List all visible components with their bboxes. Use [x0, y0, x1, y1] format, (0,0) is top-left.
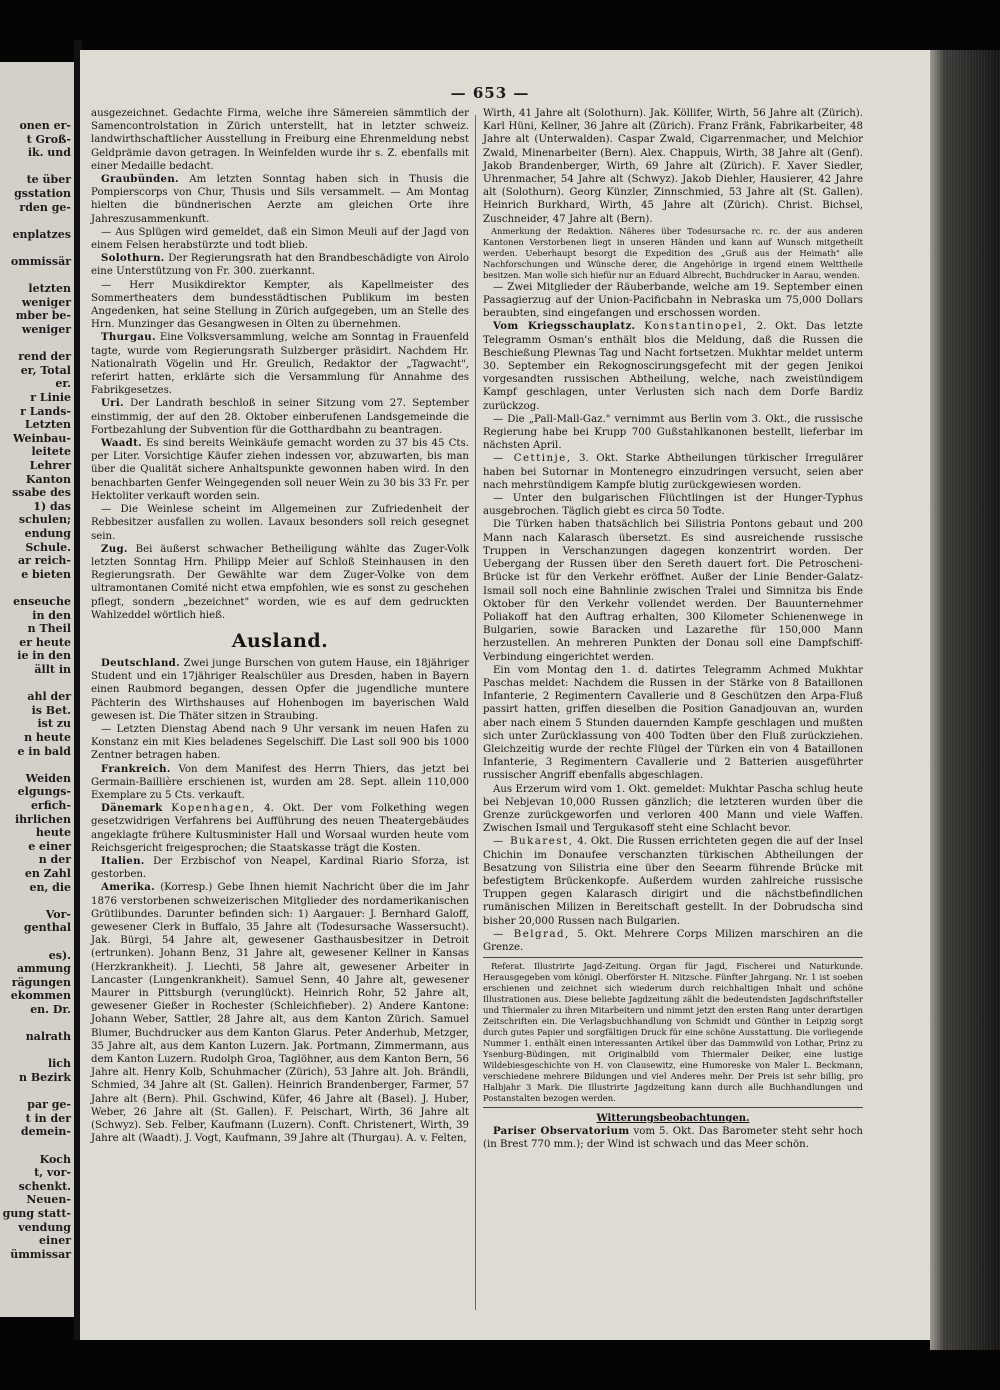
- previous-page-fragment: n Bezirk: [19, 1071, 71, 1084]
- separator-rule: [483, 1107, 863, 1108]
- dateline: Konstantinopel,: [644, 321, 748, 333]
- article-text: — Zwei Mitglieder der Räuberbande, welche am 19. September einen Passagierzug auf der Union-Pacificbahn in Nebraska um 75,000 Dollars beraubten, sind eingefangen und erschossen worden.: [483, 281, 863, 320]
- notice-text: Anmerkung der Redaktion. Näheres über Todesursache rc. rc. der aus anderen Kantonen Verstorbenen liegt in unseren Händen und kann auf Wunsch mitgetheilt werden. Ueberhaupt besorgt die Expedition des „Gruß aus der Heimath" alle Nachforschungen und Wünsche derer, die Angehörige in irgend einem Welttheile besitzen. Man wolle sich hiefür nur an Eduard Albrecht, Buchdrucker in Aarau, wenden.: [483, 225, 863, 280]
- column-divider: [475, 115, 476, 1310]
- article-text: 3. Okt. Starke Abtheilungen türkischer Irregulärer haben bei Sutornar in Montenegro einzudringen versucht, seien aber nach mehrstündigem Kampfe blutig zurückgewiesen worden.: [483, 453, 863, 491]
- article-paragraph: [91, 723, 469, 763]
- article-text: 4. Okt. Der vom Folkething wegen gesetzwidrigen Verfahrens bei Aufführung des neuen Theatergebäudes angeklagte frühere Kultusminister Hall und Worsaal wurden heute vom Reichsgericht freigesprochen; die Staatskasse trägt die Kosten.: [91, 803, 469, 854]
- article-text: Von dem Manifest des Herrn Thiers, das jetzt bei Germain-Baillière erschienen ist, wurden am 28. Sept. allein 110,000 Exemplare zu 5 Cts. verkauft.: [91, 763, 469, 801]
- article-paragraph: [91, 331, 469, 397]
- previous-page-fragment: letzten: [28, 282, 71, 296]
- previous-page-fragment: r Lands-: [20, 404, 71, 418]
- previous-page-fragment: rend der: [18, 350, 71, 364]
- previous-page-fragment: weniger: [21, 323, 71, 336]
- previous-page-fragment: en, die: [29, 880, 71, 894]
- article-paragraph: [483, 1125, 863, 1151]
- article-text: Eine Volksversammlung, welche am Sonntag in Frauenfeld tagte, wurde vom Regierungsrath Sulzberger präsidirt. Nachdem Hr. Nationalrath Vögelin und Hr. Greulich, Redaktor der „Tagwacht", referirt hatten, erklärte sich die Versammlung für Annahme des Fabrikgesetzes.: [91, 332, 469, 397]
- book-spine-edge: [930, 50, 1000, 1350]
- separator-rule: [483, 957, 863, 958]
- previous-page-fragment: ammung: [16, 962, 71, 976]
- article-heading: Amerika.: [101, 881, 156, 894]
- article-heading: Waadt.: [101, 437, 142, 450]
- previous-page-fragment: rägungen: [11, 975, 71, 989]
- previous-page-fragment: t Groß-: [26, 132, 71, 146]
- previous-page-fragment: schenkt.: [18, 1179, 71, 1193]
- previous-page-fragment: n heute: [24, 731, 71, 744]
- previous-page-fragment: t, vor-: [34, 1166, 71, 1180]
- previous-page-fragment: rden ge-: [19, 200, 71, 214]
- previous-page-edge: [0, 62, 74, 1317]
- article-paragraph: [91, 252, 469, 278]
- right-column: [483, 107, 863, 1152]
- article-text: Bei äußerst schwacher Betheiligung wählte das Zuger-Volk letzten Sonntag Hrn. Philipp Meier auf Schloß Steinhausen in den Regierungsrath. Der Gewählte war dem Zuger-Volke von dem ultramontanen Comité nicht etwa empfohlen, wie es sonst zu geschehen pflegt, sondern „bezeichnet" worden, wie es auf dem gedruckten Wahlzeddel wörtlich hieß.: [91, 543, 469, 621]
- article-paragraph: [91, 543, 469, 622]
- article-paragraph: [91, 802, 469, 855]
- article-paragraph: [483, 928, 863, 954]
- article-text: ausgezeichnet. Gedachte Firma, welche ihre Sämereien sämmtlich der Samencontrolstation in Zürich unterstellt, hat in letzter schweiz. landwirthschaftlicher Ausstellung in Freiburg eine Ehrenmeldung nebst Geldprämie davon getragen. In Weinfelden wurde ihr s. Z. ebenfalls mit einer Medaille bedacht.: [91, 108, 469, 172]
- article-heading: Graubünden.: [101, 173, 179, 186]
- article-paragraph: [483, 320, 863, 412]
- previous-page-fragment: is Bet.: [31, 703, 71, 717]
- previous-page-fragment: Neuen-: [26, 1193, 71, 1207]
- previous-page-fragment: enplatzes: [12, 227, 71, 241]
- article-text: — Letzten Dienstag Abend nach 9 Uhr versank im neuen Hafen zu Konstanz ein mit Kies beladenes Segelschiff. Die Last soll 900 bis 1000 Zentner betragen haben.: [91, 723, 469, 762]
- previous-page-fragment: ist zu: [37, 717, 71, 731]
- previous-page-fragment: ar reich-: [18, 554, 71, 568]
- article-paragraph: [91, 437, 469, 503]
- previous-page-fragment: n der: [38, 853, 71, 867]
- previous-page-fragment: er, Total: [20, 363, 71, 377]
- dateline: — Belgrad,: [493, 928, 570, 940]
- article-heading: Dänemark: [101, 802, 163, 815]
- previous-page-fragment: ssabe des: [12, 486, 71, 500]
- article-paragraph: [91, 855, 469, 881]
- previous-page-fragment: r Linie: [30, 391, 71, 404]
- article-heading: Uri.: [101, 397, 124, 410]
- small-print-notice: [483, 226, 863, 281]
- previous-page-fragment: ie in den: [17, 649, 71, 663]
- previous-page-fragment: nalrath: [25, 1030, 71, 1044]
- article-text: Der Landrath beschloß in seiner Sitzung vom 27. September einstimmig, der auf den 28. Oktober einberufenen Landsgemeinde die Fortbezahlung der Subvention für die Gotthardbahn zu beantragen.: [91, 398, 469, 436]
- article-paragraph: [91, 503, 469, 543]
- article-text: — Unter den bulgarischen Flüchtlingen ist der Hunger-Typhus ausgebrochen. Täglich giebt es circa 50 Todte.: [483, 493, 863, 518]
- article-text: Zwei junge Burschen von gutem Hause, ein 18jähriger Student und ein 17jähriger Realschüler aus Dresden, haben in Bayern einen Raubmord begangen, dessen Opfer die jugendliche muntere Pächterin des Wirthshauses auf Hohenbogen im bayerischen Wald gewesen ist. Die Thäter sitzen in Straubing.: [91, 657, 469, 722]
- previous-page-fragment: Kanton: [25, 472, 71, 486]
- previous-page-fragment: onen er-: [19, 119, 71, 132]
- previous-page-fragment: einer: [39, 1234, 71, 1248]
- article-text: Ein vom Montag den 1. d. datirtes Telegramm Achmed Mukhtar Paschas meldet: Nachdem die Russen in der Stärke von 8 Bataillonen Infanterie, 2 Regimentern Cavallerie und 8 Geschützen den Arpa-Fluß passirt hatten, griffen dieselben die Position Ganadjouvan an, wurden aber nach einem 5 Stunden dauernden Kampfe geschlagen und mußten sich unter Zurücklassung von 400 Todten über den Fluß zurückziehen. Gleichzeitig wurde der rechte Flügel der Türken ein von 4 Bataillonen Infanterie, 3 Regimentern Cavallerie und 2 Batterien ausgeführter russischer Angriff ebenfalls abgeschlagen.: [483, 664, 863, 782]
- previous-page-fragment: ällt in: [34, 663, 71, 676]
- article-paragraph: [483, 783, 863, 836]
- article-heading: Italien.: [101, 854, 145, 867]
- section-title: Ausland.: [231, 629, 329, 652]
- article-paragraph: [483, 664, 863, 783]
- previous-page-fragment: schulen;: [18, 513, 71, 527]
- weather-heading: Witterungsbeobachtungen.: [596, 1113, 750, 1125]
- previous-page-fragment: ommissär: [10, 255, 71, 268]
- previous-page-fragment: Vor-: [45, 907, 71, 921]
- article-paragraph: [483, 518, 863, 663]
- previous-page-fragment: ik. und: [27, 146, 71, 160]
- article-heading: Pariser Observatorium: [493, 1125, 630, 1138]
- previous-page-fragment: er heute: [19, 635, 71, 649]
- article-text: — Die Weinlese scheint im Allgemeinen zur Zufriedenheit der Rebbesitzer ausfallen zu wollen. Lavaux besonders soll reich gesegnet sein.: [91, 504, 469, 542]
- previous-page-fragment: e in bald: [17, 744, 71, 758]
- article-text: Der Regierungsrath hat den Brandbeschädigte von Airolo eine Unterstützung von Fr. 300. zuerkannt.: [91, 253, 469, 278]
- article-paragraph: [91, 279, 469, 332]
- article-heading: Zug.: [101, 542, 128, 555]
- article-paragraph: [91, 107, 469, 173]
- previous-page-fragment: par ge-: [27, 1098, 71, 1112]
- article-text: — Aus Splügen wird gemeldet, daß ein Simon Meuli auf der Jagd von einem Felsen herabstürzte und todt blieb.: [91, 226, 469, 252]
- previous-page-fragment: n Theil: [27, 622, 71, 636]
- previous-page-fragment: genthal: [23, 921, 71, 935]
- article-text: Der Erzbischof von Neapel, Kardinal Riario Sforza, ist gestorben.: [91, 855, 469, 881]
- left-column: [91, 107, 469, 1145]
- previous-page-fragment: endung: [24, 527, 71, 540]
- previous-page-fragment: en. Dr.: [30, 1003, 71, 1016]
- article-heading: Solothurn.: [101, 252, 165, 265]
- article-text: Die Türken haben thatsächlich bei Silistria Pontons gebaut und 200 Mann nach Kalarasch übersetzt. Es sind ausreichende russische Truppen in Verschanzungen dagegen konzentrirt worden. Der Uebergang der Russen über den Sereth dauert fort. Die Petroscheni-Brücke ist für den Verkehr eröffnet. Außer der Linie Bender-Galatz-Ismail soll noch eine Bahnlinie zwischen Tralei und Simnitza bis Ende Oktober für den Verkehr vollendet werden. Der Bauunternehmer Poliakoff hat den Auftrag erhalten, 300 Kilometer Schienenwege in Bulgarien, sowie Baracken und Lazarethe für 150,000 Mann herzustellen. An mehreren Punkten der Donau soll eine Dampfschiff-Verbindung eingerichtet werden.: [483, 519, 863, 663]
- article-heading: Thurgau.: [101, 331, 156, 344]
- dateline: Kopenhagen,: [171, 803, 256, 815]
- previous-page-fragment: gung statt-: [2, 1207, 71, 1220]
- previous-page-fragment: in den: [32, 608, 71, 622]
- previous-page-fragment: e bieten: [21, 567, 71, 581]
- article-heading: Frankreich.: [101, 762, 171, 775]
- previous-page-fragment: es).: [48, 948, 71, 962]
- article-text: (Korresp.) Gebe Ihnen hiemit Nachricht über die im Jahr 1876 verstorbenen schweizerischen Mitglieder des nordamerikanischen Grütlibundes. Darunter befinden sich: 1) Aargauer: J. Bernhard Galoff, gewesener Clerk in Buffalo, 35 Jahre alt (Todesursache Wassersucht). Jak. Bürgi, 54 Jahre alt, gewesener Gasthausbesitzer in Detroit (ertrunken). Johann Benz, 31 Jahre alt, gewesener Kellner in Kansas (Herzkrankheit). J. Liechti, 58 Jahre alt, gewesener Arbeiter in Lancaster (Lungenkrankheit). Samuel Senn, 40 Jahre alt, gewesener Maurer in Pittsburgh (verunglückt). Heinrich Rohr, 52 Jahre alt, gewesener Gießer in Rochester (Schleichfieber). 2) Andere Kantone: Johann Weber, Sattler, 28 Jahre alt, aus dem Kanton Zürich. Samuel Blumer, Buchdrucker aus dem Kanton Glarus. Peter Anderhub, Metzger, 35 Jahre alt, aus dem Kanton Luzern. Jak. Portmann, Zimmermann, aus dem Kanton Luzern. Rudolph Groa, Taglöhner, aus dem Kanton Bern, 56 Jahre alt. Henry Kolb, Schuhmacher (Zürich), 53 Jahre alt. Joh. Brändli, Schmied, 34 Jahre alt (St. Gallen). Heinrich Brandenberger, Farmer, 57 Jahre alt (Bern). Phil. Gschwind, Küfer, 46 Jahre alt (Basel). J. Huber, Weber, 26 Jahre alt (St. Gallen). F. Peischart, Wirth, 36 Jahre alt (Schwyz). Seb. Felber, Kaufmann (Luzern). Conft. Christenert, Wirth, 39 Jahre alt (Waadt). J. Vogt, Kaufmann, 39 Jahre alt (Thurgau). A. v. Felten,: [91, 882, 469, 1145]
- dateline: — Bukarest,: [493, 836, 574, 848]
- previous-page-fragment: lich: [47, 1057, 71, 1071]
- previous-page-fragment: gsstation: [14, 187, 71, 200]
- article-text: Am letzten Sonntag haben sich in Thusis die Pompierscorps von Chur, Thusis und Sils versammelt. — Am Montag hielten die bündnerischen Aerzte am gleichen Orte ihre Jahreszusammenkunft.: [91, 174, 469, 225]
- article-paragraph: [91, 881, 469, 1145]
- dateline: — Cettinje,: [493, 453, 572, 465]
- previous-page-fragment: Schule.: [25, 540, 71, 554]
- previous-page-fragment: ekommen: [10, 989, 71, 1003]
- previous-page-fragment: en Zahl: [24, 867, 71, 880]
- page-number: — 653 —: [450, 84, 530, 102]
- previous-page-fragment: demein-: [20, 1125, 71, 1139]
- article-text: vom 5. Okt. Das Barometer steht sehr hoch (in Brest 770 mm.); der Wind ist schwach und das Meer schön.: [483, 1126, 863, 1151]
- article-paragraph: [91, 397, 469, 437]
- previous-page-fragment: heute: [35, 826, 71, 840]
- previous-page-fragment: erfich-: [30, 799, 71, 812]
- previous-page-fragment: leitete: [31, 445, 71, 459]
- previous-page-fragment: ihrlichen: [14, 812, 71, 826]
- article-text: 2. Okt. Das letzte Telegramm Osman's enthält blos die Meldung, daß die Russen die Beschießung Plewnas Tag und Nacht fortsetzen. Mukhtar meldet unterm 30. September ein Rekognoscirungsgefecht mit der gegen Jenikoi vorgesandten russischen Abtheilung, welche, nach zweistündigem Kampf geschlagen, unter Verlusten sich nach dem Dorfe Bardiz zurückzog.: [483, 321, 864, 412]
- previous-page-fragment: te über: [26, 173, 71, 187]
- article-heading: Vom Kriegsschauplatz.: [493, 320, 636, 333]
- previous-page-fragment: mber be-: [15, 309, 71, 323]
- small-print-notice: [483, 961, 863, 1104]
- previous-page-fragment: e einer: [28, 839, 71, 853]
- previous-page-fragment: vendung: [18, 1220, 71, 1234]
- previous-page-fragment: Letzten: [24, 418, 71, 432]
- article-paragraph: [483, 492, 863, 518]
- article-text: — Die „Pall-Mall-Gaz." vernimmt aus Berlin vom 3. Okt., die russische Regierung habe bei Krupp 700 Gußstahlkanonen bestellt, lieferbar im nächsten April.: [483, 413, 863, 452]
- article-paragraph: [483, 413, 863, 453]
- previous-page-fragment: Weinbau-: [12, 431, 71, 445]
- previous-page-fragment: er.: [55, 377, 71, 391]
- article-text: Aus Erzerum wird vom 1. Okt. gemeldet: Mukhtar Pascha schlug heute bei Nebjevan 10,000 Russen gänzlich; die letzteren wurden über die Grenze zurückgeworfen und verloren 400 Mann und viele Waffen. Zwischen Ismail und Tergukasoff steht eine Schlacht bevor.: [483, 783, 863, 835]
- article-paragraph: [91, 763, 469, 803]
- previous-page-fragment: Weiden: [25, 771, 71, 785]
- previous-page-fragment: ahl der: [27, 690, 71, 704]
- article-text: — Herr Musikdirektor Kempter, als Kapellmeister des Sommertheaters dem bundesstädtischen Publikum im besten Angedenken, hat seine Stellung in Zürich aufgegeben, um an Stelle des Hrn. Munzinger das Gesangwesen in Olten zu übernehmen.: [91, 279, 469, 331]
- article-text: Wirth, 41 Jahre alt (Solothurn). Jak. Köllifer, Wirth, 56 Jahre alt (Zürich). Karl Hüni, Kellner, 36 Jahre alt (Zürich). Franz Fränk, Fabrikarbeiter, 48 Jahre alt (Unterwalden). Caspar Zwald, Cigarrenmacher, und Melchior Zwald, Minenarbeiter (Bern). Alex. Chappuis, Wirth, 38 Jahre alt (Genf). Jakob Brandenberger, Wirth, 69 Jahre alt (Zürich). F. Xaver Siedler, Uhrenmacher, 54 Jahre alt (Schwyz). Jakob Diehler, Hausierer, 42 Jahre alt (Solothurn). Georg Künzler, Zinnschmied, 53 Jahre alt (St. Gallen). Heinrich Burkhard, Wirth, 45 Jahre alt (Zürich). Christ. Bichsel, Zuschneider, 47 Jahre alt (Bern).: [483, 108, 863, 225]
- article-paragraph: [483, 835, 863, 927]
- article-text: 4. Okt. Die Russen errichteten gegen die auf der Insel Chichin im Donaufee verschanzten türkischen Abtheilungen der Besatzung von Silistria eine über den Seearm führende Brücke mit befestigtem Brückenkopfe. Außerdem wurden zahlreiche russische Truppen gegen Kalarasch dirigirt und die nächstbefindlichen rumänischen Milizen in Bereitschaft gestellt. In der Dobrudscha sind bisher 20,000 Russen nach Bulgarien.: [483, 836, 863, 927]
- article-heading: Deutschland.: [101, 656, 180, 669]
- article-paragraph: [91, 657, 469, 723]
- article-paragraph: [483, 452, 863, 492]
- previous-page-fragment: weniger: [21, 295, 71, 309]
- previous-page-fragment: Lehrer: [29, 459, 71, 472]
- notice-text: Referat. Illustrirte Jagd-Zeitung. Organ für Jagd, Fischerei und Naturkunde. Herausgegeben vom königl. Oberförster H. Nitzsche. Fünfter Jahrgang. Nr. 1 ist soeben erschienen und zeichnet sich wiederum durch reichhaltigen Inhalt und schöne Illustrationen aus. Diese beliebte Jagdzeitung zählt die bedeutendsten Jagdschriftsteller und Thiermaler zu ihren Mitarbeitern und nimmt jetzt den ersten Rang unter derartigen Zeitschriften ein. Die Verlagsbuchhandlung von Schmidt und Günther in Leipzig sorgt durch gutes Papier und sorgfältigen Druck für eine schöne Ausstattung. Die vorliegende Nummer 1. enthält einen interessanten Artikel über das Dammwild von Lothar, Prinz zu Ysenburg-Büdingen, mit Originalbild vom Thiermaler Deiker, eine lustige Wildebiesgeschichte von H. von Clausewitz, eine Humoreske von Maler L. Beckmann, verschiedene mehrere Bildungen und viel Anderes mehr. Der Preis ist sehr billig, pro Halbjahr 3 Mark. Die Illustrirte Jagdzeitung kann durch alle Buchhandlungen und Postanstalten bezogen werden.: [483, 961, 863, 1104]
- previous-page-fragment: Koch: [39, 1152, 71, 1166]
- article-paragraph: [91, 173, 469, 226]
- previous-page-fragment: elgungs-: [17, 785, 71, 799]
- article-paragraph: [91, 226, 469, 252]
- previous-page-fragment: 1) das: [33, 499, 71, 513]
- article-text: 5. Okt. Mehrere Corps Milizen marschiren an die Grenze.: [483, 928, 863, 953]
- article-text: Es sind bereits Weinkäufe gemacht worden zu 37 bis 45 Cts. per Liter. Vorsichtige Käufer ziehen indessen vor, abzuwarten, bis man über die Qualität sichere Anhaltspunkte gewonnen haben wird. In den benachbarten Genfer Weingegenden soll neuer Wein zu 30 bis 33 Fr. per Hektoliter verkauft worden sein.: [91, 438, 469, 502]
- previous-page-fragment: t in der: [25, 1111, 71, 1125]
- article-paragraph: [483, 107, 863, 226]
- article-paragraph: [483, 281, 863, 321]
- previous-page-fragment: ümmissar: [10, 1247, 71, 1261]
- previous-page-fragment: enseuche: [13, 595, 71, 608]
